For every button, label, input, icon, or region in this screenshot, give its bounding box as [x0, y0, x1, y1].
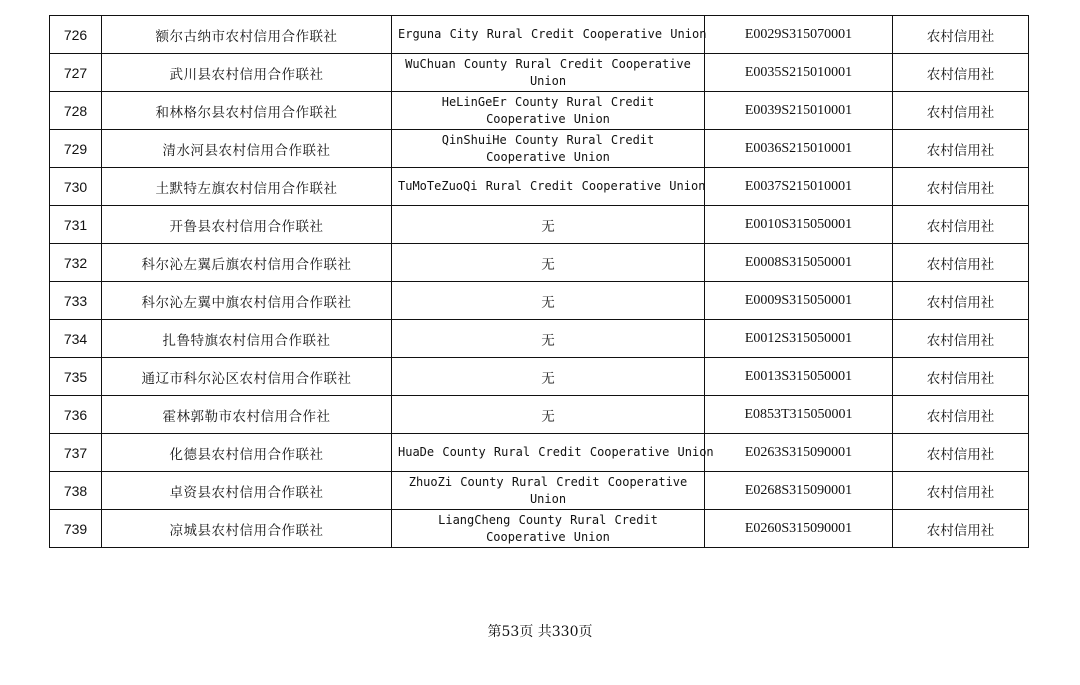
institution-name-cn: 土默特左旗农村信用合作联社: [102, 168, 392, 206]
institution-name-cn: 卓资县农村信用合作联社: [102, 472, 392, 510]
institution-name-en: TuMoTeZuoQi Rural Credit Cooperative Union: [392, 168, 705, 206]
row-number: 733: [50, 282, 102, 320]
institution-name-cn: 科尔沁左翼后旗农村信用合作联社: [102, 244, 392, 282]
institution-type: 农村信用社: [893, 206, 1029, 244]
table-row: [50, 168, 1029, 206]
institution-type: 农村信用社: [893, 472, 1029, 510]
institution-type: 农村信用社: [893, 358, 1029, 396]
table-row: [50, 92, 1029, 130]
institution-name-en: WuChuan County Rural Credit Cooperative Union: [392, 54, 705, 92]
institution-name-cn: 化德县农村信用合作联社: [102, 434, 392, 472]
institution-type: 农村信用社: [893, 510, 1029, 548]
table-row: [50, 244, 1029, 282]
institution-type: 农村信用社: [893, 282, 1029, 320]
institution-code: E0037S215010001: [705, 168, 893, 206]
institution-name-cn: 扎鲁特旗农村信用合作联社: [102, 320, 392, 358]
institution-name-cn: 霍林郭勒市农村信用合作社: [102, 396, 392, 434]
institution-type: 农村信用社: [893, 434, 1029, 472]
institution-name-cn: 和林格尔县农村信用合作联社: [102, 92, 392, 130]
row-number: 730: [50, 168, 102, 206]
row-number: 732: [50, 244, 102, 282]
table-row: [50, 16, 1029, 54]
table-row: [50, 396, 1029, 434]
institution-name-en: Erguna City Rural Credit Cooperative Union: [392, 16, 705, 54]
row-number: 737: [50, 434, 102, 472]
institution-type: 农村信用社: [893, 92, 1029, 130]
institution-code: E0012S315050001: [705, 320, 893, 358]
institution-name-cn: 通辽市科尔沁区农村信用合作联社: [102, 358, 392, 396]
row-number: 729: [50, 130, 102, 168]
table-row: [50, 434, 1029, 472]
institution-name-en: 无: [392, 244, 705, 282]
institution-name-en: HeLinGeEr County Rural Credit Cooperative Union: [392, 92, 705, 130]
institution-name-en: QinShuiHe County Rural Credit Cooperative Union: [392, 130, 705, 168]
table-row: [50, 206, 1029, 244]
institution-code: E0009S315050001: [705, 282, 893, 320]
row-number: 734: [50, 320, 102, 358]
institution-type: 农村信用社: [893, 396, 1029, 434]
institution-type: 农村信用社: [893, 54, 1029, 92]
page-number-footer: 第53页 共330页: [487, 624, 593, 640]
table-row: [50, 472, 1029, 510]
table-row: [50, 510, 1029, 548]
institution-name-en: 无: [392, 282, 705, 320]
institution-type: 农村信用社: [893, 16, 1029, 54]
institution-code: E0008S315050001: [705, 244, 893, 282]
row-number: 735: [50, 358, 102, 396]
row-number: 728: [50, 92, 102, 130]
institution-name-cn: 清水河县农村信用合作联社: [102, 130, 392, 168]
institution-name-en: ZhuoZi County Rural Credit Cooperative Union: [392, 472, 705, 510]
institution-name-cn: 武川县农村信用合作联社: [102, 54, 392, 92]
institution-name-en: 无: [392, 358, 705, 396]
institution-name-en: 无: [392, 206, 705, 244]
institution-type: 农村信用社: [893, 244, 1029, 282]
institution-code: E0268S315090001: [705, 472, 893, 510]
institution-code: E0010S315050001: [705, 206, 893, 244]
row-number: 738: [50, 472, 102, 510]
institution-table-body: [50, 16, 1029, 548]
institution-name-en: LiangCheng County Rural Credit Cooperative Union: [392, 510, 705, 548]
row-number: 731: [50, 206, 102, 244]
institution-type: 农村信用社: [893, 168, 1029, 206]
institution-type: 农村信用社: [893, 320, 1029, 358]
table-row: [50, 130, 1029, 168]
institution-code: E0013S315050001: [705, 358, 893, 396]
institution-name-en: 无: [392, 320, 705, 358]
table-row: [50, 358, 1029, 396]
institution-code: E0260S315090001: [705, 510, 893, 548]
institution-code: E0035S215010001: [705, 54, 893, 92]
institution-name-cn: 额尔古纳市农村信用合作联社: [102, 16, 392, 54]
institution-code: E0263S315090001: [705, 434, 893, 472]
institution-code: E0853T315050001: [705, 396, 893, 434]
institution-code: E0036S215010001: [705, 130, 893, 168]
row-number: 726: [50, 16, 102, 54]
institution-code: E0039S215010001: [705, 92, 893, 130]
row-number: 736: [50, 396, 102, 434]
institution-code: E0029S315070001: [705, 16, 893, 54]
institution-name-cn: 凉城县农村信用合作联社: [102, 510, 392, 548]
institution-table: [49, 15, 1029, 548]
institution-type: 农村信用社: [893, 130, 1029, 168]
table-row: [50, 320, 1029, 358]
institution-name-en: 无: [392, 396, 705, 434]
row-number: 739: [50, 510, 102, 548]
row-number: 727: [50, 54, 102, 92]
table-row: [50, 282, 1029, 320]
institution-table-container: [49, 15, 1028, 548]
institution-name-cn: 开鲁县农村信用合作联社: [102, 206, 392, 244]
table-row: [50, 54, 1029, 92]
institution-name-en: HuaDe County Rural Credit Cooperative Union: [392, 434, 705, 472]
institution-name-cn: 科尔沁左翼中旗农村信用合作联社: [102, 282, 392, 320]
